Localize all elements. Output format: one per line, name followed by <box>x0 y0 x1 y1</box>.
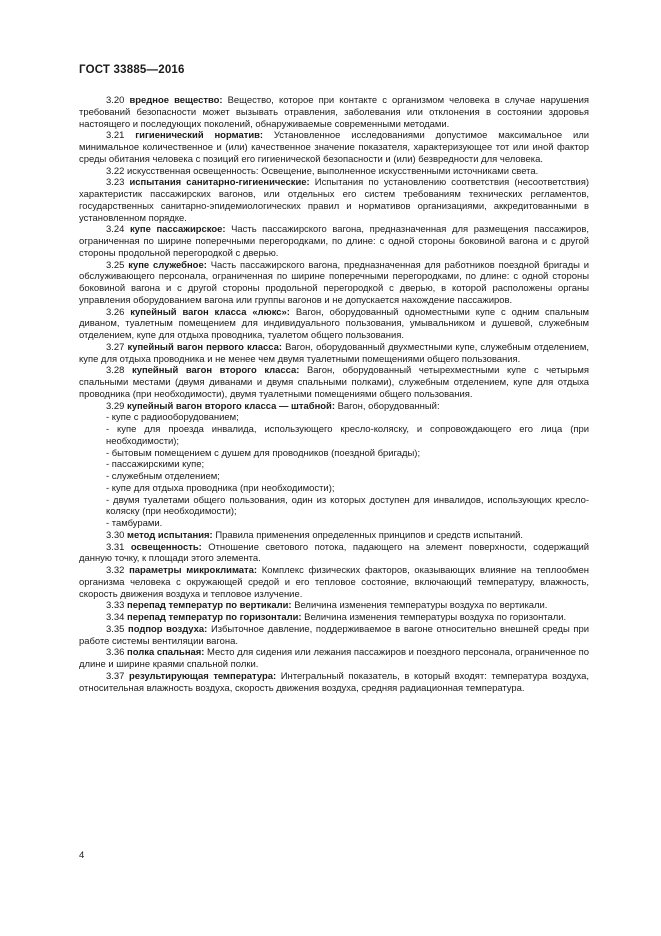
clause-number: 3.30 <box>106 529 125 541</box>
clause-term: подпор воздуха: <box>128 623 208 635</box>
clause-term: вредное вещество: <box>129 95 223 106</box>
clause-number: 3.32 <box>106 565 125 576</box>
clause-3-27 <box>79 342 589 366</box>
clause-3-28 <box>79 365 589 400</box>
clause-text: Правила применения определенных принципов и средств испытаний. <box>215 529 524 541</box>
clause-3-23 <box>79 177 589 224</box>
clause-term: полка спальная: <box>127 647 205 659</box>
clause-3-36 <box>79 647 589 671</box>
list-item: - купе для проезда инвалида, использующего кресло-коляску, и сопровождающего его лица (при необходимости); <box>106 424 589 447</box>
clause-term: испытания санитарно-гигиенические: <box>129 177 310 189</box>
clause-number: 3.27 <box>106 341 125 353</box>
list-item: - двумя туалетами общего пользования, один из которых доступен для инвалидов, использующих кресло-коляску (при необходимости); <box>106 494 589 518</box>
clause-3-37 <box>79 671 589 695</box>
clause-number: 3.31 <box>106 541 125 553</box>
clause-text: Избыточное давление, поддерживаемое в вагоне относительно внешней среды при работе системы вентиляции вагона. <box>79 623 589 647</box>
list-item: - служебным отделением; <box>106 471 220 482</box>
clause-text: Величина изменения температуры воздуха по горизонтали. <box>304 612 567 623</box>
clause-3-32 <box>79 565 589 600</box>
clause-3-29 <box>79 401 589 413</box>
clause-number: 3.21 <box>106 130 125 142</box>
list-item: - купе с радиооборудованием; <box>106 412 239 424</box>
clause-term: перепад температур по вертикали: <box>127 600 292 612</box>
clause-3-25 <box>79 260 589 307</box>
clause-3-31 <box>79 542 589 566</box>
clause-text: Вагон, оборудованный двухместными купе, служебным отделением, купе для отдыха проводника и не менее чем двумя туалетными помещениями общего пользования. <box>79 341 589 365</box>
clause-text: Вагон, оборудованный: <box>337 400 440 412</box>
clause-number: 3.34 <box>106 612 125 623</box>
clause-text: Величина изменения температуры воздуха по вертикали. <box>294 600 548 612</box>
clause-text: Вагон, оборудованный четырехместными купе с четырьмя спальными местами (двумя диванами и двумя спальными полками), служебным отделением, купе для отдыха проводника (при необходимости), двумя туалетными помещениями общего пользования. <box>79 365 589 400</box>
clause-3-30 <box>79 530 589 542</box>
clause-list <box>79 95 589 694</box>
clause-term: купейный вагон второго класса — штабной: <box>127 400 335 412</box>
clause-text: Комплекс физических факторов, оказывающих влияние на теплообмен организма человека с окружающей средой и его тепловое состояние, включающий температуру, влажность, скорость движения воздуха и тепловое излучение. <box>79 565 590 600</box>
clause-3-26 <box>79 307 589 342</box>
clause-text: Вагон, оборудованный одноместными купе с одним спальным диваном, туалетным помещением для индивидуального пользования, умывальником и душевой, служебным отделением, купе для отдыха проводника, туалетом общего пользования. <box>79 306 590 341</box>
clause-number: 3.23 <box>106 177 125 189</box>
clause-3-20 <box>79 95 589 130</box>
clause-term: результирующая температура: <box>128 670 277 682</box>
clause-3-24 <box>79 224 589 259</box>
list-item: - пассажирскими купе; <box>106 459 205 471</box>
clause-text: Интегральный показатель, в который входят: температура воздуха, относительная влажность воздуха, скорость движения воздуха, средняя радиационная температура. <box>79 670 590 694</box>
list-item: - бытовым помещением с душем для проводников (поездной бригады); <box>106 447 421 459</box>
clause-3-21 <box>79 130 589 165</box>
clause-number: 3.36 <box>106 647 125 659</box>
clause-number: 3.25 <box>106 259 125 271</box>
clause-number: 3.29 <box>106 400 125 412</box>
clause-3-33 <box>79 600 589 612</box>
clause-term: купейный вагон класса «люкс»: <box>130 306 290 318</box>
clause-term: гигиенический норматив: <box>135 130 264 142</box>
clause-3-22 <box>79 166 589 178</box>
document-header: ГОСТ 33885—2016 <box>79 64 185 76</box>
list-item: - тамбурами. <box>106 518 163 529</box>
clause-number: 3.33 <box>106 600 125 612</box>
clause-term: перепад температур по горизонтали: <box>127 612 302 623</box>
clause-term: купе пассажирское: <box>129 224 226 236</box>
clause-text: искусственная освещенность: Освещение, выполненное искусственными источниками света. <box>127 165 539 177</box>
clause-number: 3.20 <box>106 95 125 106</box>
clause-number: 3.22 <box>106 165 125 177</box>
clause-number: 3.28 <box>106 365 125 377</box>
clause-text: Отношение светового потока, падающего на элемент поверхности, содержащий данную точку, к площади этого элемента. <box>79 541 590 565</box>
clause-text: Часть пассажирского вагона, предназначенная для размещения пассажиров, ограниченная по ширине поперечными перегородками, по длине: с одной стороны боковиной вагона и с другой стороны продольной перегородкой с дверью. <box>79 224 589 259</box>
clause-term: метод испытания: <box>127 529 213 541</box>
clause-number: 3.35 <box>106 623 125 635</box>
clause-term: купейный вагон первого класса: <box>127 341 283 353</box>
clause-term: купейный вагон второго класса: <box>131 365 300 377</box>
clause-number: 3.24 <box>106 224 125 236</box>
list-item: - купе для отдыха проводника (при необходимости); <box>106 482 335 494</box>
clause-number: 3.37 <box>106 670 125 682</box>
clause-number: 3.26 <box>106 306 125 318</box>
clause-3-35 <box>79 624 589 648</box>
clause-text: Часть пассажирского вагона, предназначенная для работников поездной бригады и обслуживающего персонала, ограниченная по ширине поперечными перегородками, по длине: с одной стороны боковиной вагона и с другой стороны продольной перегородкой с дверью, в которой расположены органы управления оборудованием вагона или группы вагонов и не допускается нахождение пассажиров. <box>79 259 590 306</box>
page-number: 4 <box>79 850 85 861</box>
clause-3-34 <box>79 612 589 624</box>
clause-term: купе служебное: <box>128 259 207 271</box>
clause-text: Вещество, которое при контакте с организмом человека в случае нарушения требований безопасности может вызывать отравления, заболевания или отклонения в состоянии здоровья настоящего и последующих поколений, обнаруживаемые современными методами. <box>79 95 589 130</box>
clause-term: освещенность: <box>130 541 202 553</box>
clause-term: параметры микроклимата: <box>129 565 258 576</box>
clause-text: Установленное исследованиями допустимое максимальное или минимальное количественное и (или) качественное значение показателя, характеризующее тот или иной фактор среды обитания человека с позиций его гигиенической безопасности и (или) безвредности для человека. <box>79 130 589 165</box>
clause-text: Место для сидения или лежания пассажиров и поездного персонала, ограниченное по длине и ширине краями спальной полки. <box>79 647 590 670</box>
clause-text: Испытания по установлению соответствия (несоответствия) характеристик пассажирских вагонов, или отдельных его систем требованиям технических регламентов, государственных санитарно-эпидемиологических правил и нормативов организациями, аккредитованными в установленном порядке. <box>79 177 590 224</box>
